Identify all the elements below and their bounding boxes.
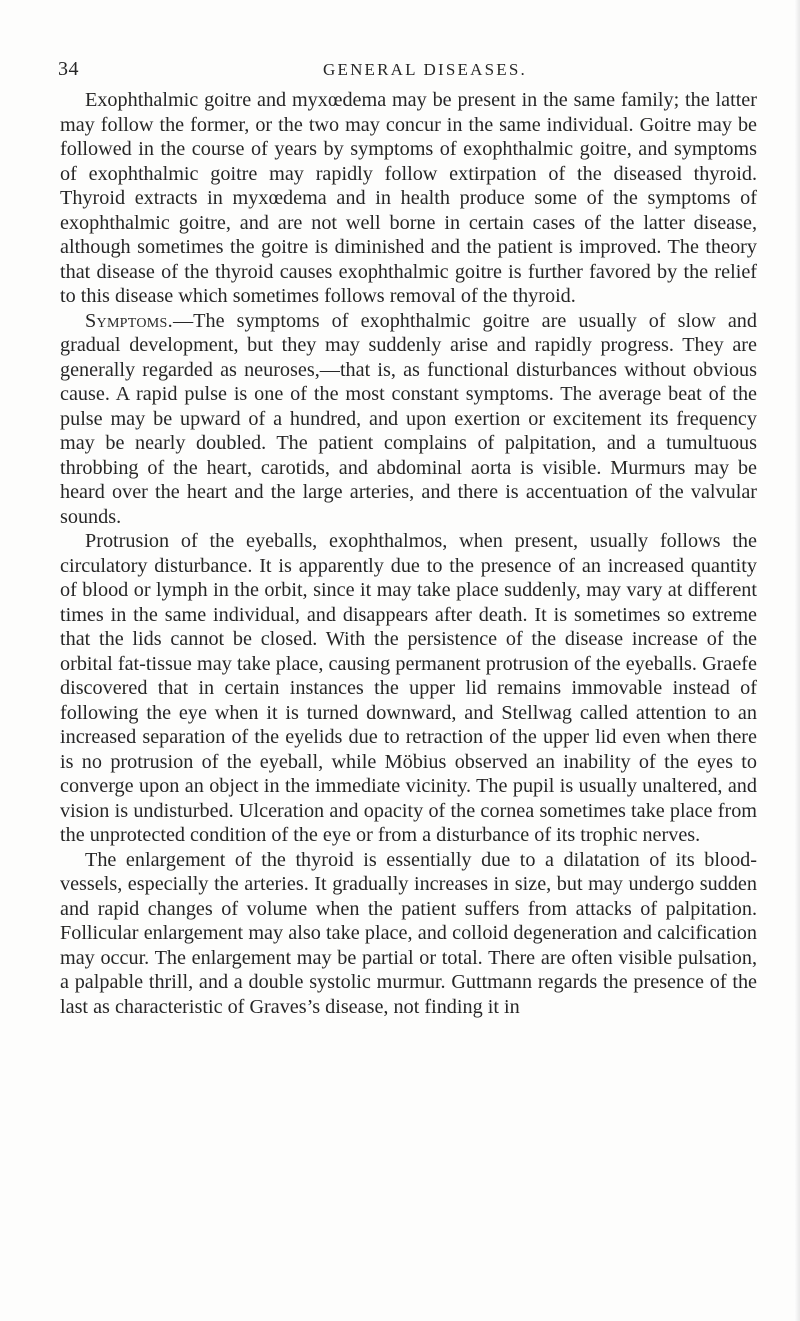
paragraph-1-text: Exophthalmic goitre and myxœdema may be present in the same family; the latter may follow the former, or the two may concur in the same individual. Goitre may be followed in the course of years by symptoms of exophthalmic goitre, and symptoms of exophthalmic goitre may rapidly follow extirpation of the diseased thyroid. Thyroid extracts in myxœdema and in health produce some of the symptoms of exophthalmic goitre, and are not well borne in certain cases of the latter disease, although sometimes the goitre is diminished and the patient is improved. The theory that disease of the thyroid causes exophthalmic goitre is further favored by the relief to this disease which sometimes follows removal of the thyroid. xyxy=(60,89,757,307)
section-heading-symptoms: Symptoms. xyxy=(85,309,173,332)
page-number: 34 xyxy=(58,58,79,80)
paragraph-2-text: —The symptoms of exophthalmic goitre are usually of slow and gradual development, but they may suddenly arise and rapidly progress. They are generally regarded as neuroses,—that is, as functional disturbances without obvious cause. A rapid pulse is one of the most constant symptoms. The average beat of the pulse may be upward of a hundred, and upon exertion or excitement its frequency may be nearly doubled. The patient complains of palpitation, and a tumultuous throbbing of the heart, carotids, and abdominal aorta is visible. Murmurs may be heard over the heart and the large arteries, and there is accentuation of the valvular sounds. xyxy=(60,309,757,528)
running-title: GENERAL DISEASES. xyxy=(323,60,527,79)
paragraph-4-text: The enlargement of the thyroid is essentially due to a dilatation of its blood-vessels, especially the arteries. It gradually increases in size, but may undergo sudden and rapid changes of volume when the patient suffers from attacks of palpitation. Follicular enlargement may also take place, and colloid degeneration and calcification may occur. The enlargement may be partial or total. There are often visible pulsation, a palpable thrill, and a double systolic murmur. Guttmann regards the presence of the last as characteristic of Graves’s disease, not finding it in xyxy=(60,848,757,1018)
running-head xyxy=(58,58,752,84)
paragraph-3-text: Protrusion of the eyeballs, exophthalmos, when present, usually follows the circulatory disturbance. It is apparently due to the presence of an increased quantity of blood or lymph in the orbit, since it may take place suddenly, may vary at different times in the same individual, and disappears after death. It is sometimes so extreme that the lids cannot be closed. With the persistence of the disease increase of the orbital fat-tissue may take place, causing permanent protrusion of the eyeballs. Graefe discovered that in certain instances the upper lid remains immovable instead of following the eye when it is turned downward, and Stellwag called attention to an increased separation of the eyelids due to retraction of the upper lid even when there is no protrusion of the eyeball, while Möbius observed an inability of the eyes to converge upon an object in the immediate vicinity. The pupil is usually unaltered, and vision is undisturbed. Ulceration and opacity of the cornea sometimes take place from the unprotected condition of the eye or from a disturbance of its trophic nerves. xyxy=(60,530,757,846)
paragraph-1 xyxy=(60,88,757,309)
page-edge-shadow xyxy=(794,0,800,1321)
paragraph-2 xyxy=(60,309,757,530)
paragraph-3 xyxy=(60,529,757,848)
paragraph-4 xyxy=(60,848,757,1020)
body-text xyxy=(60,88,757,1019)
